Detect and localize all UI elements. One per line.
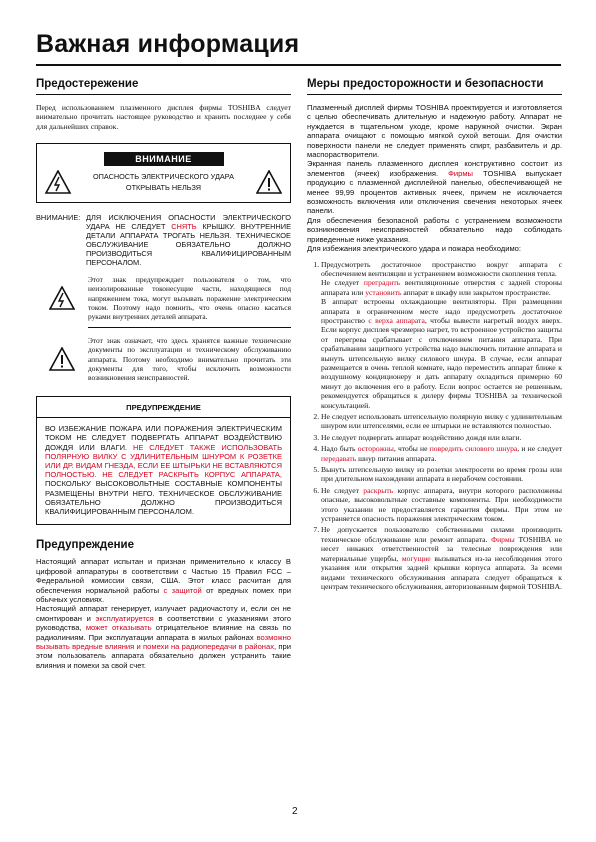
notice-p1-b: от вредных помех при обычных условиях. (36, 585, 291, 604)
warning-part-2: ПОСКОЛЬКУ ВЫСОКОВОЛЬТНЫЕ СОСТАВНЫЕ КОМПОНЕНТЫ РАЗМЕЩЕНЫ ВНУТРИ НЕГО. ТЕХНИЧЕСКОЕ ОБСЛУЖИВАНИЕ ОБЯЗАТЕЛЬНО ДОЛЖНО ПРОИЗВОДИТЬСЯ КВАЛИФИЦИРОВАННЫМ ПЕРСОНАЛОМ. (45, 479, 282, 517)
item-1-e: В аппарат встроены охлаждающие вентиляторы. При размещении аппарата в ограниченном месте надо предусмотреть достаточное пространство (321, 297, 562, 325)
list-item: 5. Вынуть штепсельную вилку из розетки электросети во время грозы или при длительном нахождении аппарата в нерабочем состоянии. (321, 465, 562, 484)
intro-2-red: Фирмы (448, 168, 473, 178)
item-1-red-2: установить (365, 287, 402, 297)
item-1-a: Предусмотреть достаточное пространство вокруг аппарата с обеспечением вентиляции и устранением возможности скопления тепла. (321, 259, 562, 278)
safety-heading: Меры предосторожности и безопасности (307, 78, 562, 95)
intro-2-b: TOSHIBA выпускает продукцию с плазменной дисплейной панелью, обеспечивающей не менее 99,99 процентов активных ячеек, причем не исключается возможность включения или отключения свечения некоторых ячеек панели. (307, 168, 562, 216)
vnimanie-body (86, 213, 291, 267)
page-number: 2 (292, 806, 298, 817)
attention-banner: ВНИМАНИЕ (104, 152, 224, 166)
title-rule (36, 64, 561, 66)
intro-4: Для избежания электрического удара и пожара необходимо: (307, 244, 521, 254)
vnimanie-part-2: КРЫШКУ. ВНУТРЕННИЕ ДЕТАЛИ АППАРАТА ТРОГАТЬ НЕЛЬЗЯ. ТЕХНИЧЕСКОЕ ОБСЛУЖИВАНИЕ ОБЯЗАТЕЛЬНО ДОЛЖНО ПРОИЗВОДИТЬСЯ КВАЛИФИЦИРОВАННЫМ ПЕРСОНАЛОМ. (86, 222, 291, 268)
caution-heading: Предостережение (36, 78, 291, 95)
notice-paragraph-2 (36, 604, 291, 670)
attention-box (36, 143, 291, 203)
item-6-a: Не следует (321, 485, 364, 495)
item-7-c: вызываться из-за несоблюдения этого указания или открытия задней крышки корпуса аппарата. За всеми видами технического обслуживания аппарата следует обращаться к центрам технического обслуживания, авторизованным фирмой TOSHIBA. (321, 553, 562, 591)
item-7-red-2: могущие (401, 553, 431, 563)
item-7-b: TOSHIBA не несет никаких ответственностей за телесные повреждения или материальные ущербы, (321, 534, 562, 563)
lightning-triangle-icon (45, 170, 71, 194)
attention-line-1: ОПАСНОСТЬ ЭЛЕКТРИЧЕСКОГО УДАРА (92, 172, 235, 182)
item-4-d: шнур питания аппарата. (356, 453, 437, 463)
list-item: 2. Не следует использовать штепсельную полярную вилку с удлинительным шнуром или штепселями, если ее штырьки не вставляются полностью. (321, 412, 562, 431)
attention-row (45, 170, 282, 194)
item-1-b: Не следует (321, 278, 364, 288)
notice-paragraph-1 (36, 557, 291, 604)
warning-part-1: ВО ИЗБЕЖАНИЕ ПОЖАРА ИЛИ ПОРАЖЕНИЯ ЭЛЕКТРИЧЕСКИМ ТОКОМ НЕ СЛЕДУЕТ ПОДВЕРГАТЬ АППАРАТ ВОЗДЕЙСТВИЮ ДОЖДЯ ИЛИ ВЛАГИ. (45, 424, 282, 452)
warning-header: ПРЕДУПРЕЖДЕНИЕ (37, 403, 290, 418)
exclamation-triangle-icon (256, 170, 282, 194)
item-4-a: Надо быть (321, 444, 358, 454)
notice-p2-a: Настоящий аппарат генерирует, излучает радиочастоту и, если он не смонтирован и (36, 604, 291, 623)
item-6-red: раскрыть (363, 485, 394, 495)
safety-list (307, 260, 562, 592)
lightning-icon-cell (36, 275, 88, 321)
warning-box (36, 396, 291, 525)
item-1-d: аппарат в шкафу или закрытом пространстве. (401, 287, 551, 297)
notice-p2-red-2: может отказывать (85, 623, 152, 633)
lightning-triangle-icon (49, 286, 75, 310)
intro-2-a: Экранная панель плазменного дисплея конструктивно состоит из элементов (ячеек) изображения. (307, 159, 562, 178)
notice-p2-red-1: эксплуатируется (95, 613, 154, 623)
notice-p2-d: , при этом пользователь аппарата обязательно должен устранить такие влияния и помехи за свой счет. (36, 641, 291, 670)
attention-text (93, 171, 234, 193)
vnimanie-red: СНЯТЬ (171, 222, 197, 232)
notice-p2-b: в соответствии с указаниями этого руководства, (36, 613, 291, 633)
item-1-red-3: с верха аппарата (368, 315, 425, 325)
exclamation-triangle-icon (49, 347, 75, 371)
lightning-explanation (36, 275, 291, 321)
list-item (321, 444, 562, 463)
list-item: 3. Не следует подвергать аппарат воздействию дождя или влаги. (321, 433, 562, 442)
exclaim-explanation (36, 336, 291, 382)
notice-p2-c: отрицательное влияние на связь по радиолиниям. При эксплуатации аппарата в жилых районах (36, 623, 291, 642)
exclaim-icon-cell (36, 336, 88, 382)
item-4-red-3: передавать (321, 453, 357, 463)
item-4-red-2: повредить силового шнура (429, 444, 518, 454)
intro-3: Для обеспечения безопасной работы с устранением возможности возникновения неисправностей обязательно надо соблюдать приведенные ниже указания. (307, 215, 562, 244)
notice-heading: Предупреждение (36, 539, 134, 552)
list-item (321, 260, 562, 411)
caution-text: Перед использованием плазменного дисплея фирмы TOSHIBA следует внимательно прочитать настоящее руководство и хранить последнее у себя для дальнейших справок. (36, 103, 291, 131)
warning-text (45, 424, 282, 516)
notice-p1-red: с защитой (163, 585, 202, 595)
intro-1: Плазменный дисплей фирмы TOSHIBA проектируется и изготовляется с целью обеспечивать длительную и надежную работу. Аппарат не нуждается в тщательном уходе, кроме наружной очистки. Экран аппарата очищают с помощью мягкой сухой ветоши. Для очистки поверхности панели не следует применять спирт, разбавитель и др. маспорастворители. (307, 103, 562, 160)
left-column (36, 78, 291, 670)
item-7-red-1: Фирмы (491, 534, 515, 544)
item-1-c: вентиляционные отверстия с задней стороны аппарата или (321, 278, 562, 297)
vnimanie-row (36, 213, 291, 267)
page-title: Важная информация (36, 30, 300, 58)
icon-divider (88, 327, 291, 328)
item-4-red-1: осторожны (357, 444, 394, 454)
warning-red: НЕ СЛЕДУЕТ ТАКЖЕ ИСПОЛЬЗОВАТЬ ПОЛЯРНУЮ ВИЛКУ С УДЛИНИТЕЛЬНЫМ ШНУРОМ К РОЗЕТКЕ ИЛИ ДР. ВИДАМ ГНЕЗДА, ЕСЛИ ЕЕ ШТЫРЬКИ НЕ ВСТАВЛЯЮТСЯ ПОЛНОСТЬЮ. НЕ СЛЕДУЕТ РАСКРЫТЬ КОРПУС АППАРАТА, (45, 442, 282, 480)
right-column (307, 78, 562, 593)
vnimanie-part-1: ДЛЯ ИСКЛЮЧЕНИЯ ОПАСНОСТИ ЭЛЕКТРИЧЕСКОГО УДАРА НЕ СЛЕДУЕТ (86, 213, 291, 232)
attention-line-2: ОТКРЫВАТЬ НЕЛЬЗЯ (125, 183, 202, 193)
lightning-text: Этот знак предупреждает пользователя о том, что неизолированные токонесущие части, находящиеся под напряжением тока, могут вызывать поражение электрическим током. Поэтому надо помнить, что очень опасно касаться руками внутренних деталей аппарата. (88, 275, 291, 322)
notice-p2-red-3: возможно вызывать вредные влияния и помехи на радиопередачи в районах (36, 632, 291, 651)
item-1-f: , чтобы вывести нагретый воздух вверх. Если корпус дисплея чрезмерно нагрет, то встроенное устройство защиты от перегрева срабатывает с отключением питания аппарата. При срабатывании защитного устройства надо выключить питание аппарата и вынуть штепсельную вилку силового шнура. В случае, если аппарат размещается в очень теплой комнате, надо переместить аппарат ближе к воздушному кондиционеру и дать аппарату охладиться примерно 60 минут до включения его в работу. Если вопрос остается не решенным, рекомендуется обращаться к дилеру фирмы TOSHIBA за технической консультацией. (321, 315, 563, 410)
item-6-b: корпус аппарата, внутри которого расположены опасные, высоковольтные составные компоненты. При необходимости этого указании не предоставляется гарантия фирмы. При этом не устраняется опасность поражения электрическим током. (321, 485, 562, 524)
item-4-c: , и не следует (517, 444, 563, 454)
item-7-a: Не допускается пользователю собственными силами производить техническое обслуживание или ремонт аппарата. (321, 525, 562, 544)
item-1-red-1: преградить (363, 278, 401, 288)
list-item (321, 486, 562, 524)
exclaim-text: Этот знак означает, что здесь хранятся важные технические документы по эксплуатации и техническому обслуживанию аппарата. Поэтому необходимо внимательно прочитать эти документы для того, чтобы исключить возможности возникновения неисправностей. (88, 336, 291, 383)
intro-2 (307, 159, 562, 215)
list-item (321, 525, 562, 591)
item-4-b: , чтобы не (393, 444, 430, 454)
notice-p1-a: Настоящий аппарат испытан и признан применительно к классу B цифровой аппаратуры в соответствии с Частью 15 Правил FCC – Федеральной комиссии связи, США. Этот класс расчитан для обеспечения нормальной работы (36, 557, 291, 595)
vnimanie-label: ВНИМАНИЕ: (36, 213, 81, 223)
